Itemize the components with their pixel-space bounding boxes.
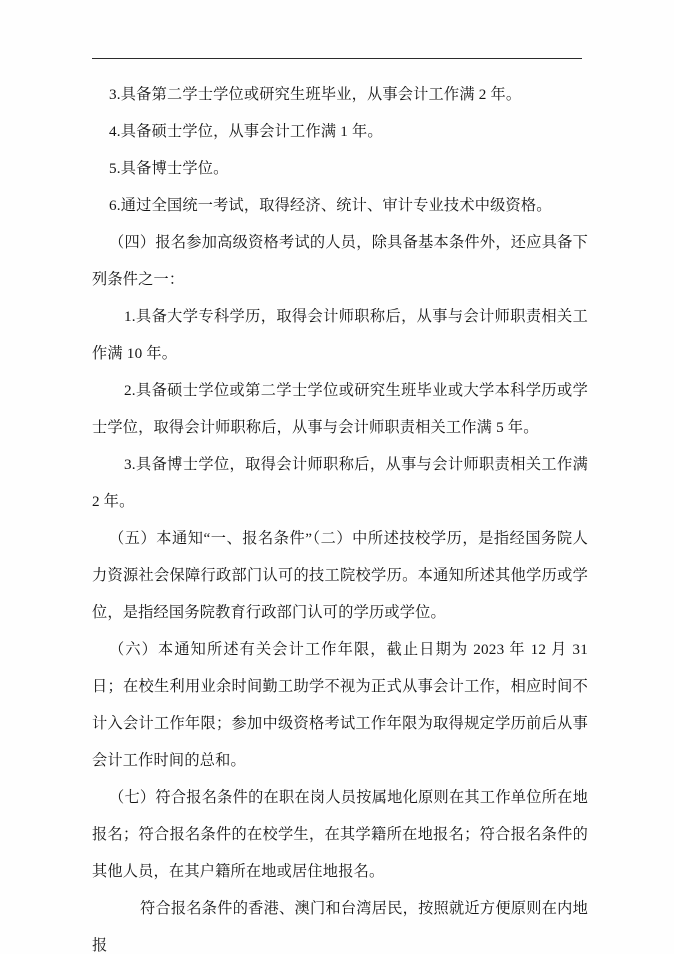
paragraph: （六）本通知所述有关会计工作年限，截止日期为 2023 年 12 月 31 日；在校生利用业余时间勤工助学不视为正式从事会计工作，相应时间不计入会计工作年限；参加中级资格考试工作年限为取得规定学历前后从事会计工作时间的总和。 [92,641,588,769]
paragraph: 4.具备硕士学位，从事会计工作满 1 年。 [109,123,383,140]
paragraph: （四）报名参加高级资格考试的人员，除具备基本条件外，还应具备下列条件之一： [92,234,588,288]
paragraph: （五）本通知“一、报名条件”（二）中所述技校学历，是指经国务院人力资源社会保障行政部门认可的技工院校学历。本通知所述其他学历或学位，是指经国务院教育行政部门认可的学历或学位。 [92,530,588,621]
header-rule [92,58,582,59]
paragraph: 3.具备博士学位，取得会计师职称后，从事与会计师职责相关工作满 2 年。 [92,456,588,510]
paragraph: 3.具备第二学士学位或研究生班毕业，从事会计工作满 2 年。 [109,86,522,103]
document-body [92,76,588,964]
paragraph: 符合报名条件的香港、澳门和台湾居民，按照就近方便原则在内地报 [92,900,588,954]
paragraph: （七）符合报名条件的在职在岗人员按属地化原则在其工作单位所在地报名；符合报名条件的在校学生，在其学籍所在地报名；符合报名条件的其他人员，在其户籍所在地或居住地报名。 [92,789,588,880]
paragraph: 6.通过全国统一考试，取得经济、统计、审计专业技术中级资格。 [109,197,552,214]
paragraph: 2.具备硕士学位或第二学士学位或研究生班毕业或大学本科学历或学士学位，取得会计师职称后，从事与会计师职责相关工作满 5 年。 [92,382,588,436]
paragraph: 5.具备博士学位。 [109,160,229,177]
paragraph: 1.具备大学专科学历，取得会计师职称后，从事与会计师职责相关工作满 10 年。 [92,308,588,362]
